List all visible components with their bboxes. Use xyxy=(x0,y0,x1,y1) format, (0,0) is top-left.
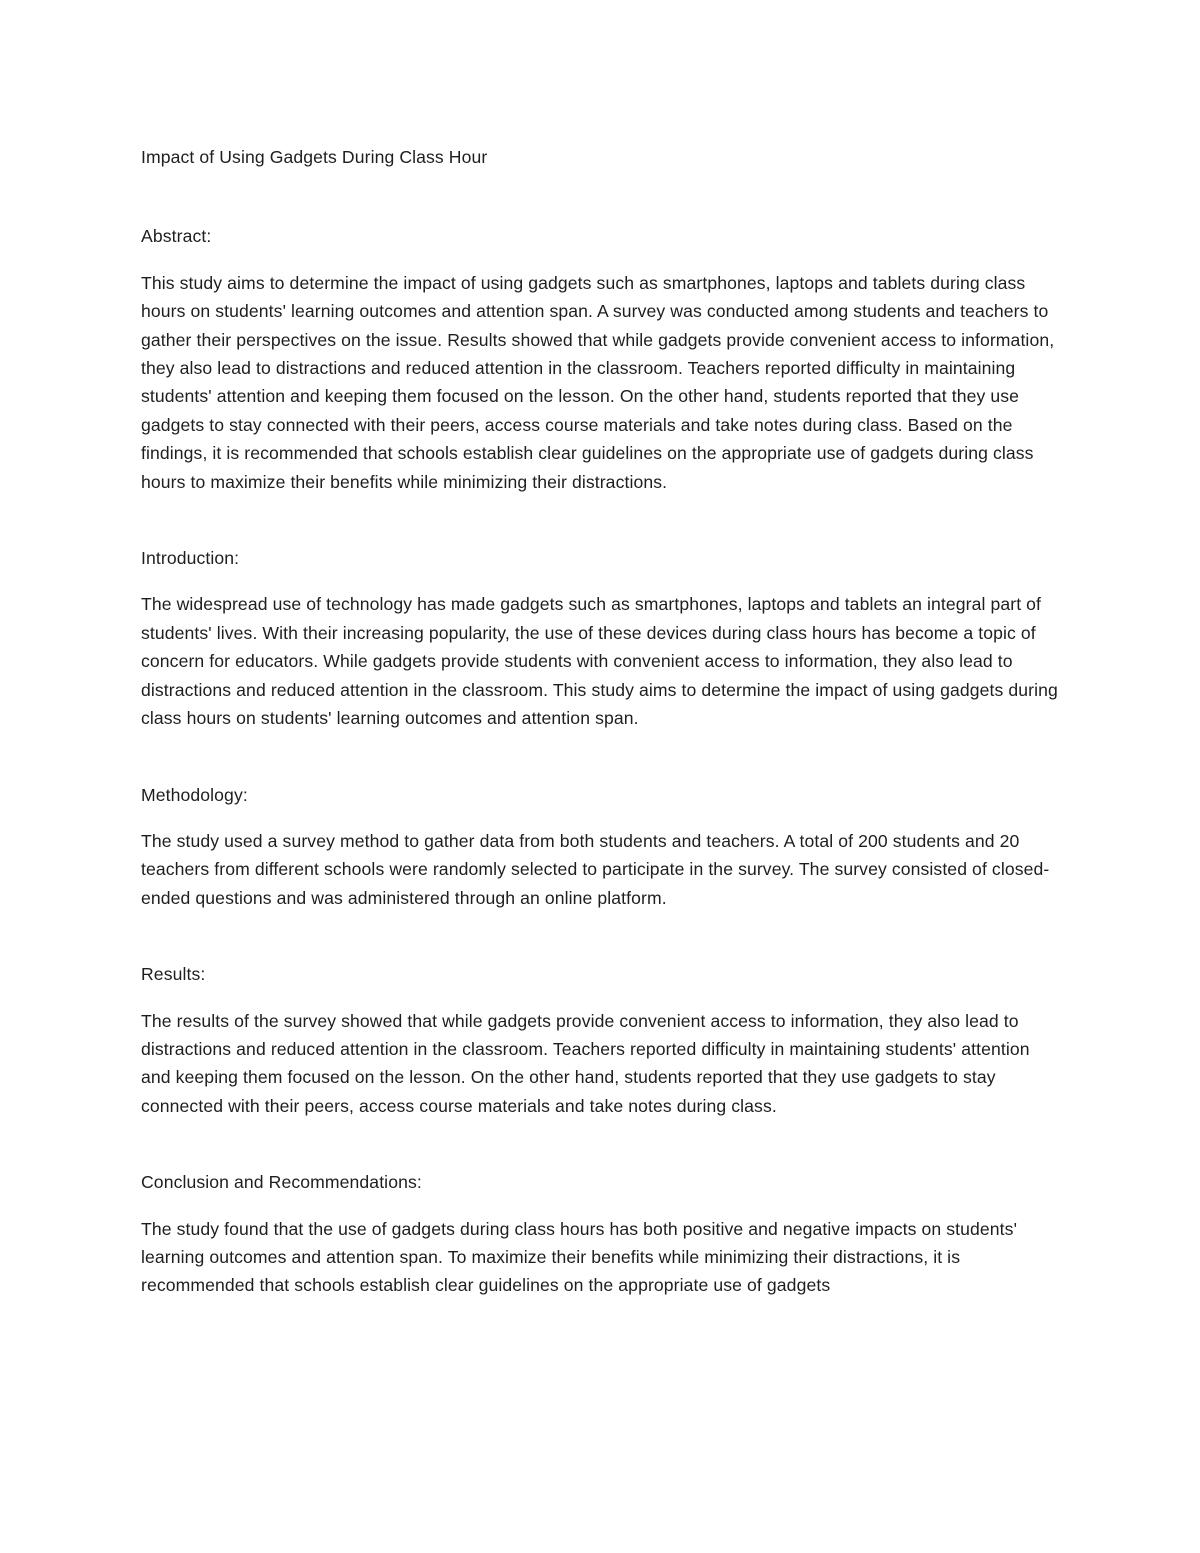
section-abstract xyxy=(141,222,1061,496)
section-introduction xyxy=(141,544,1061,732)
section-conclusion xyxy=(141,1168,1061,1300)
spacer xyxy=(141,171,1061,222)
section-body-results: The results of the survey showed that while gadgets provide convenient access to information, they also lead to distractions and reduced attention in the classroom. Teachers reported difficulty in maintaining students' attention and keeping them focused on the lesson. On the other hand, students reported that they use gadgets to stay connected with their peers, access course materials and take notes during class. xyxy=(141,1010,1030,1116)
section-heading-methodology: Methodology: xyxy=(141,784,248,805)
section-heading-results: Results: xyxy=(141,964,206,985)
spacer xyxy=(141,572,1061,590)
section-heading-abstract: Abstract: xyxy=(141,226,212,247)
spacer xyxy=(141,809,1061,827)
section-body-methodology: The study used a survey method to gather data from both students and teachers. A total of 200 students and 20 teachers from different schools were randomly selected to participate in the survey. The survey consisted of closed-ended questions and was administered through an online platform. xyxy=(141,830,1050,908)
document-body xyxy=(141,143,1061,1300)
section-body-abstract: This study aims to determine the impact of using gadgets such as smartphones, laptops and tablets during class hours on students' learning outcomes and attention span. A survey was conducted among students and teachers to gather their perspectives on the issue. Results showed that while gadgets provide convenient access to information, they also lead to distractions and reduced attention in the classroom. Teachers reported difficulty in maintaining students' attention and keeping them focused on the lesson. On the other hand, students reported that they use gadgets to stay connected with their peers, access course materials and take notes during class. Based on the findings, it is recommended that schools establish clear guidelines on the appropriate use of gadgets during class hours to maximize their benefits while minimizing their distractions. xyxy=(141,272,1055,492)
section-body-conclusion: The study found that the use of gadgets during class hours has both positive and negative impacts on students' learning outcomes and attention span. To maximize their benefits while minimizing their distractions, it is recommended that schools establish clear guidelines on the appropriate use of gadgets xyxy=(141,1218,1018,1296)
section-heading-conclusion: Conclusion and Recommendations: xyxy=(141,1172,422,1193)
spacer xyxy=(141,733,1061,781)
spacer xyxy=(141,1197,1061,1215)
section-heading-introduction: Introduction: xyxy=(141,548,240,569)
section-body-introduction: The widespread use of technology has made gadgets such as smartphones, laptops and tablets an integral part of students' lives. With their increasing popularity, the use of these devices during class hours has become a topic of concern for educators. While gadgets provide students with convenient access to information, they also lead to distractions and reduced attention in the classroom. This study aims to determine the impact of using gadgets during class hours on students' learning outcomes and attention span. xyxy=(141,594,1058,729)
spacer xyxy=(141,912,1061,960)
document-title: Impact of Using Gadgets During Class Hour xyxy=(141,147,488,167)
section-methodology xyxy=(141,781,1061,913)
spacer xyxy=(141,496,1061,544)
spacer xyxy=(141,251,1061,269)
spacer xyxy=(141,989,1061,1007)
spacer xyxy=(141,1120,1061,1168)
section-results xyxy=(141,960,1061,1120)
